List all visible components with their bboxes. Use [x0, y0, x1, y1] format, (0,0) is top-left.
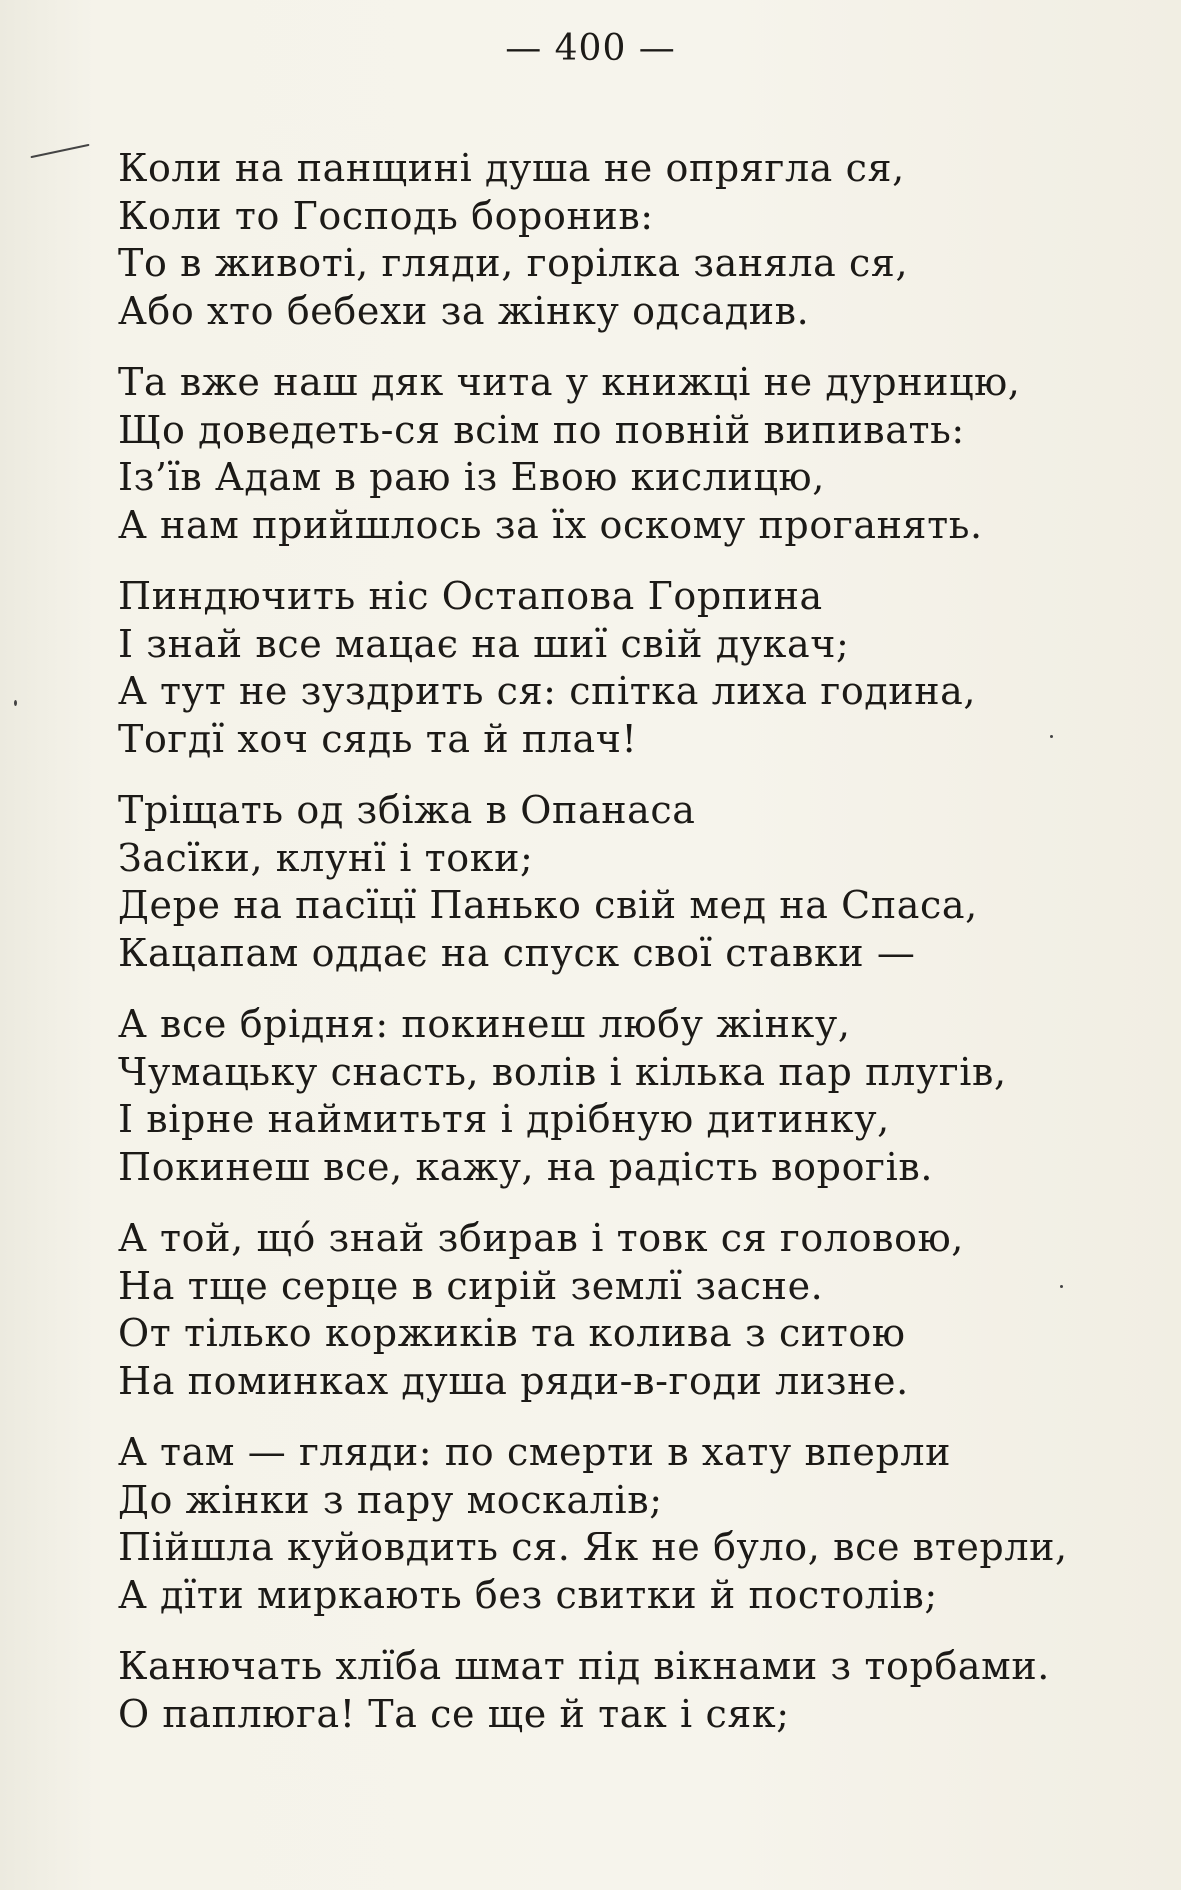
poem-line: Чумацьку снасть, волів і кілька пар плугів, — [118, 1049, 1007, 1094]
poem-line: І знай все мацає на шиї свій дукач; — [118, 621, 850, 666]
stanza — [118, 1429, 1118, 1619]
stanza — [118, 787, 1118, 977]
poem-line: А дїти миркають без свитки й постолів; — [118, 1572, 938, 1617]
poem-line: Пійшла куйовдить ся. Як не було, все втерли, — [118, 1525, 1068, 1569]
page-number: — 400 — — [505, 28, 676, 69]
print-speck — [1050, 735, 1053, 738]
stanza — [118, 1643, 1118, 1738]
stanza — [118, 1215, 1118, 1405]
stanza — [118, 1001, 1118, 1191]
poem-line: Кацапам оддає на спуск свої ставки — — [118, 930, 916, 975]
poem-line: А там — гляди: по смерти в хату вперли — [118, 1430, 952, 1474]
poem-line: Канючать хлїба шмат під вікнами з торбами. — [118, 1644, 1050, 1688]
poem-line: Та вже наш дяк чита у книжці не дурницю, — [118, 360, 1021, 404]
print-speck — [1060, 1285, 1063, 1288]
poem-line: До жінки з пару москалів; — [118, 1477, 663, 1522]
poem-line: А нам прийшлось за їх оскому проганять. — [118, 502, 983, 547]
stanza — [118, 359, 1118, 549]
poem-line: А той, що́ знай збирав і товк ся головою, — [118, 1216, 964, 1260]
poem-text — [118, 145, 1118, 1762]
poem-line: Покинеш все, кажу, на радість ворогів. — [118, 1144, 933, 1189]
print-speck — [30, 144, 89, 158]
poem-line: А тут не зуздрить ся: спітка лиха година, — [118, 669, 977, 713]
poem-line: А все брідня: покинеш любу жінку, — [118, 1002, 851, 1046]
poem-line: О паплюга! Та се ще й так і сяк; — [118, 1691, 790, 1736]
poem-line: На поминках душа ряди-в-годи лизне. — [118, 1358, 909, 1403]
poem-line: Засїки, клунї і токи; — [118, 835, 534, 880]
poem-line: Коли то Господь боронив: — [118, 193, 654, 238]
poem-line: Із’їв Адам в раю із Евою кислицю, — [118, 455, 825, 499]
stanza — [118, 573, 1118, 763]
poem-line: Тріщать од збіжа в Опанаса — [118, 788, 696, 832]
poem-line: На тще серце в сирій землї засне. — [118, 1263, 824, 1308]
poem-line: І вірне наймитьтя і дрібную дитинку, — [118, 1097, 890, 1141]
poem-line: Дере на пасїцї Панько свій мед на Спаса, — [118, 883, 978, 927]
poem-line: Тогдї хоч сядь та й плач! — [118, 716, 638, 761]
poem-line: Коли на панщині душа не опрягла ся, — [118, 146, 905, 190]
poem-line: Або хто бебехи за жінку одсадив. — [118, 288, 810, 333]
poem-line: То в животі, гляди, горілка заняла ся, — [118, 241, 909, 285]
poem-line: Пиндючить ніс Остапова Горпина — [118, 574, 823, 618]
poem-line: Що доведеть-ся всім по повній випивать: — [118, 407, 965, 452]
print-speck — [14, 700, 17, 706]
stanza — [118, 145, 1118, 335]
poem-line: От тілько коржиків та колива з ситою — [118, 1311, 906, 1355]
